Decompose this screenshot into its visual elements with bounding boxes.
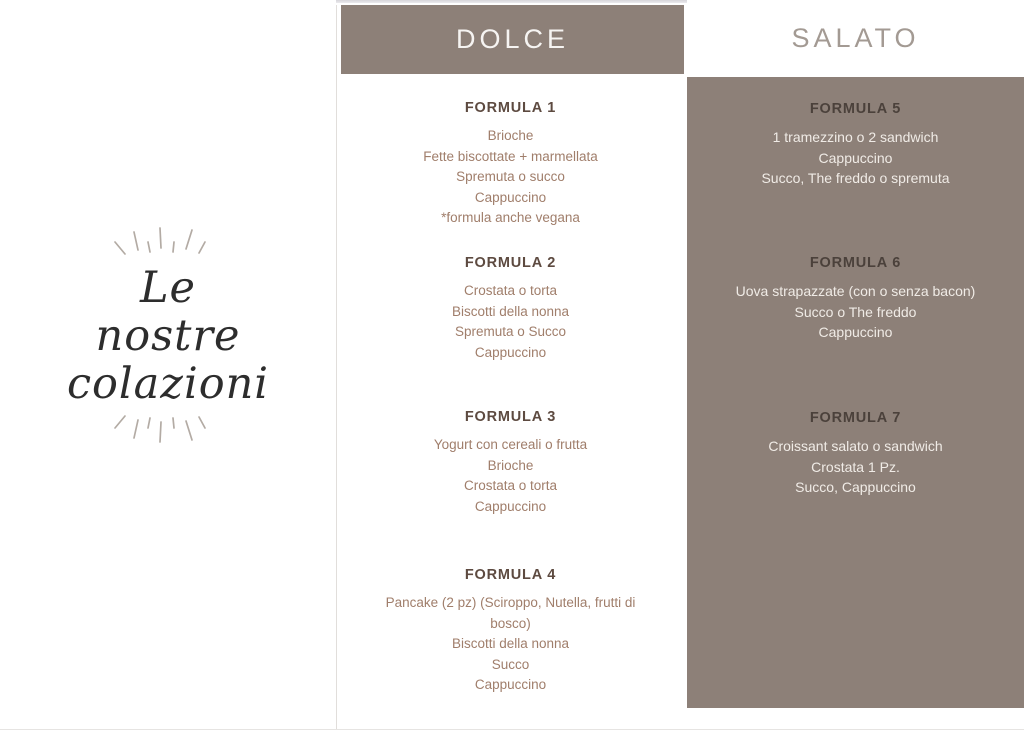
formula-title: FORMULA 3 [464,409,557,425]
menu-section-formula-4 [337,566,684,696]
menu-item: Cappuccino [474,677,547,692]
formula-title: FORMULA 2 [464,255,557,271]
menu-item: Spremuta o succo [456,169,565,184]
dolce-header: DOLCE [341,5,684,74]
logo-block [18,218,318,452]
formula-title: FORMULA 5 [809,101,902,117]
script-title-line: Le [139,263,196,313]
menu-item: Uova strapazzate (con o senza bacon) [735,283,976,299]
formula-title: FORMULA 1 [464,100,557,116]
menu-items [385,593,637,696]
menu-item: Brioche [487,128,534,143]
menu-item: Succo, The freddo o spremuta [761,170,950,186]
menu-item: Yogurt con cereali o frutta [433,437,588,452]
menu-item: Succo o The freddo [794,303,917,320]
menu-item: Cappuccino [474,344,547,360]
menu-item: Succo [491,656,530,672]
script-title-line: colazioni [66,359,270,409]
menu-item: Cappuccino [474,189,547,205]
menu-items [733,436,979,498]
sunburst-top-icon [103,218,233,258]
menu-item: Cappuccino [474,498,547,514]
menu-item: Crostata o torta [463,283,558,298]
menu-section-formula-7 [687,409,1024,498]
menu-section-formula-3 [337,408,684,517]
menu-item: Biscotti della nonna [451,636,570,651]
menu-item: Biscotti della nonna [451,303,570,319]
menu-section-formula-5 [687,100,1024,189]
menu-item: Crostata o torta [463,478,558,493]
menu-item: 1 tramezzino o 2 sandwich [772,129,939,145]
menu-section-formula-1 [337,99,684,229]
sunburst-bottom-icon [103,412,233,452]
menu-item: Cappuccino [818,149,893,166]
script-title [18,264,318,408]
menu-item: Cappuccino [818,324,893,340]
menu-item: Pancake (2 pz) (Sciroppo, Nutella, frutti di bosco) [385,595,636,631]
menu-item: Succo, Cappuccino [795,479,916,495]
menu-item: Crostata 1 Pz. [811,458,900,475]
script-title-line: nostre [95,311,241,361]
menu-section-formula-2 [337,254,684,363]
menu-item: Fette biscottate + marmellata [423,148,598,164]
menu-items [733,281,979,343]
menu-item: Spremuta o Succo [454,324,567,339]
menu-items [385,126,637,229]
menu-item: Brioche [487,457,534,473]
salato-header: SALATO [687,0,1024,77]
formula-title: FORMULA 4 [464,567,557,583]
page-bottom-edge [0,729,1024,730]
menu-items [733,127,979,189]
menu-items [385,281,637,363]
formula-title: FORMULA 6 [809,255,902,271]
menu-items [385,435,637,517]
formula-title: FORMULA 7 [809,410,902,426]
menu-item: *formula anche vegana [441,210,580,225]
dolce-column [337,0,684,732]
left-panel [0,0,336,732]
menu-section-formula-6 [687,254,1024,343]
salato-column [687,0,1024,732]
menu-item: Croissant salato o sandwich [768,438,943,454]
